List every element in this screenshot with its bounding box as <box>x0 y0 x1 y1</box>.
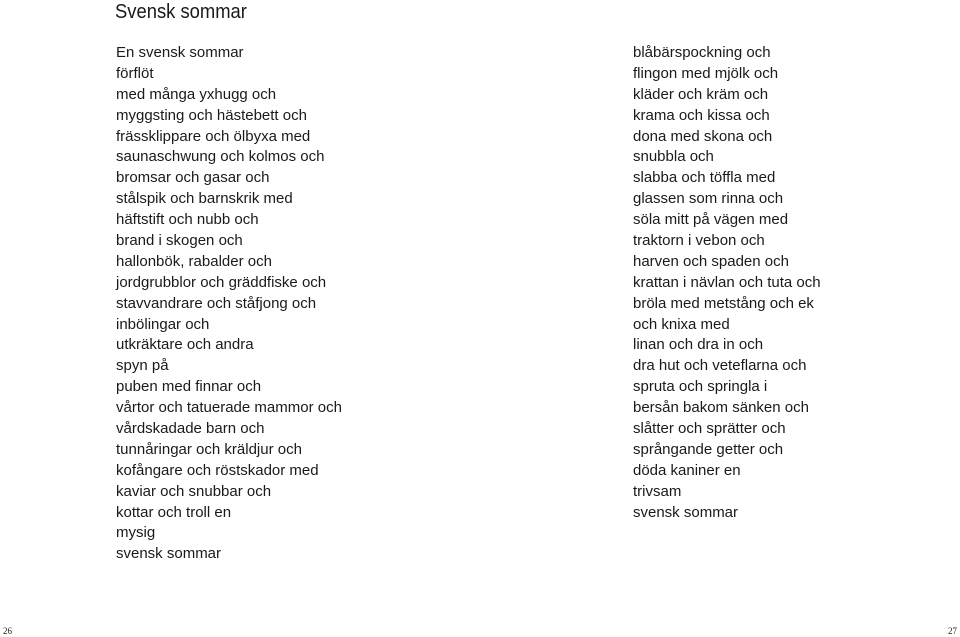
poem-line: stavvandrare och ståfjong och <box>116 294 317 312</box>
poem-left-column <box>116 43 342 565</box>
poem-line: bromsar och gasar och <box>116 169 270 187</box>
page-number-right: 27 <box>948 626 957 636</box>
poem-line: traktorn i vebon och <box>633 232 765 250</box>
poem-line: svensk sommar <box>116 545 222 563</box>
poem-line: och knixa med <box>633 315 730 333</box>
poem-line: vårdskadade barn och <box>116 420 265 438</box>
poem-line: krattan i nävlan och tuta och <box>633 273 821 291</box>
poem-line: jordgrubblor och gräddfiske och <box>116 273 327 291</box>
poem-line: brand i skogen och <box>116 232 243 250</box>
poem-line: kottar och troll en <box>116 503 232 521</box>
poem-line: slåtter och sprätter och <box>633 420 786 438</box>
poem-line: mysig <box>116 524 156 542</box>
poem-line: svensk sommar <box>633 503 739 521</box>
poem-line: söla mitt på vägen med <box>633 211 789 229</box>
page-number-left: 26 <box>3 626 12 636</box>
poem-line: En svensk sommar <box>116 44 244 61</box>
poem-line: döda kaniner en <box>633 461 741 479</box>
page-title: Svensk sommar <box>115 1 247 23</box>
poem-line: språngande getter och <box>633 440 784 458</box>
poem-line: kläder och kräm och <box>633 85 769 103</box>
poem-line: glassen som rinna och <box>633 190 784 208</box>
poem-line: häftstift och nubb och <box>116 211 259 229</box>
poem-line: krama och kissa och <box>633 106 770 124</box>
poem-line: spruta och springla i <box>633 378 768 396</box>
poem-line: blåbärspockning och <box>633 44 771 61</box>
poem-line: saunaschwung och kolmos och <box>116 148 325 166</box>
poem-line: dra hut och veteflarna och <box>633 357 807 375</box>
poem-line: snubbla och <box>633 148 714 166</box>
poem-line: frässklippare och ölbyxa med <box>116 127 311 145</box>
poem-line: trivsam <box>633 482 682 500</box>
poem-line: vårtor och tatuerade mammor och <box>116 399 342 417</box>
poem-line: utkräktare och andra <box>116 336 254 354</box>
poem-line: spyn på <box>116 357 169 375</box>
poem-line: kofångare och röstskador med <box>116 461 319 479</box>
poem-line: slabba och töffla med <box>633 169 776 187</box>
poem-line: puben med finnar och <box>116 378 262 396</box>
poem-line: med många yxhugg och <box>116 85 277 103</box>
poem-line: kaviar och snubbar och <box>116 482 272 500</box>
poem-line: förflöt <box>116 64 154 82</box>
poem-line: flingon med mjölk och <box>633 64 779 82</box>
poem-line: hallonbök, rabalder och <box>116 252 272 270</box>
poem-line: tunnåringar och kräldjur och <box>116 440 302 458</box>
poem-line: stålspik och barnskrik med <box>116 190 293 208</box>
poem-line: bröla med metstång och ek <box>633 294 814 312</box>
poem-line: harven och spaden och <box>633 252 789 270</box>
poem-line: inbölingar och <box>116 315 210 333</box>
poem-line: dona med skona och <box>633 127 773 145</box>
poem-line: myggsting och hästebett och <box>116 106 307 124</box>
poem-line: bersån bakom sänken och <box>633 399 809 417</box>
poem-right-column <box>633 43 821 523</box>
poem-line: linan och dra in och <box>633 336 764 354</box>
